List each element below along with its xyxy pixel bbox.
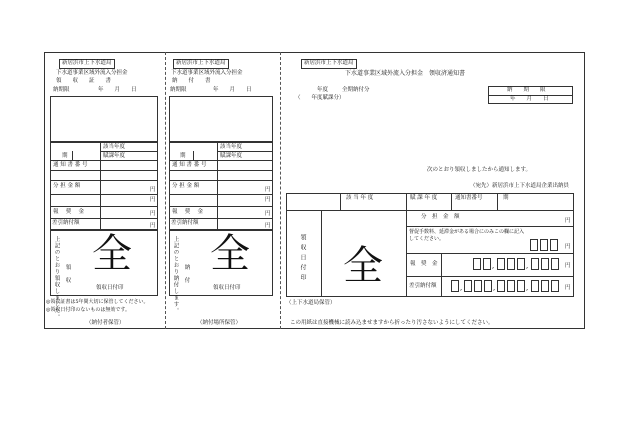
stub2-yen-2: 円 [265,197,271,203]
stub2-paid-side: 納 付 [183,264,190,284]
main-net-box[interactable] [551,280,559,292]
main-fee-box[interactable] [497,258,505,270]
stub1-yen-1: 円 [150,187,156,193]
stub1-net-label: 差引納付額 [52,220,80,226]
stub1-org-tag: 新居浜市上下水道局 [59,59,115,69]
stub2-paid-vertical: 上記のとおり納付します。 [172,236,179,314]
stub1-ki-label: 期 [62,153,68,159]
main-yen-4: 円 [565,285,571,291]
stub1-fy-label: 該当年度 [103,144,126,150]
main-digit-box[interactable] [540,239,548,251]
stub1-keep: （納付者保管） [86,320,125,326]
main-full-label: 全期納付分 [342,87,370,93]
stub1-due-label: 納期限 [53,87,70,93]
main-stamp-vertical: 領収日付印 [299,234,306,284]
stub1-note-2: ◎領収日付印のないものは無効です。 [46,307,130,313]
main-fee-box[interactable] [473,258,481,270]
main-notice-text: 次のとおり領収しましたから通知します。 [427,167,532,173]
stub1-due-ymd: 年 月 日 [98,87,137,93]
stub2-yen-1: 円 [265,187,271,193]
main-fee-box[interactable] [507,258,515,270]
perforation-2 [280,52,281,329]
main-net-label: 差引納付額 [409,283,437,289]
stub2-void-stamp: 全 [210,231,250,277]
main-addressee: （宛先）新居浜市上下水道局企業出納員 [470,183,570,189]
stub2-doc-name: 納 付 書 [172,78,211,84]
main-fee-box[interactable] [483,258,491,270]
stub1-void-stamp: 全 [92,231,132,277]
stub1-assess-label: 賦課年度 [103,153,126,159]
main-void-stamp: 全 [343,243,383,289]
main-instr-line: 督促手数料、延滞金がある場合にのみこの欄に記入してください。 [409,229,525,242]
main-net-box[interactable] [497,280,505,292]
main-yen-2: 円 [565,244,571,250]
stub1-receipt-vertical: 上記のとおり領収しました。 [53,236,60,321]
main-net-box[interactable] [451,280,459,292]
stub1-doc-name: 領 収 証 書 [56,78,112,84]
main-notice-no-label: 通知書番号 [455,195,483,201]
main-org-tag: 新居浜市上下水道局 [301,59,357,69]
stub1-address-box [50,96,158,142]
main-due-label: 納 期 限 [507,87,546,93]
perforation-1 [165,52,166,329]
stub1-yen-4: 円 [150,223,156,229]
main-fee-box[interactable] [551,258,559,270]
main-year-label: 年度 [317,87,329,93]
main-net-box[interactable] [464,280,472,292]
main-assess-paren: （ 年度賦課分） [295,95,345,101]
stub1-note-1: ◎領収証書は5年間大切に保管してください。 [46,299,149,305]
main-net-box[interactable] [474,280,482,292]
main-fee-label: 報 奨 金 [410,261,438,267]
stub2-net-label: 差引納付額 [171,220,199,226]
stub1-stamp-label: 領収日付印 [96,285,124,291]
main-footer: この用紙は直接機械に読み込ませますから折ったり汚さないようにしてください。 [290,320,494,326]
main-net-box[interactable] [531,280,539,292]
main-net-box[interactable] [541,280,549,292]
main-yen-3: 円 [565,263,571,269]
main-share-label: 分 担 金 額 [421,214,460,220]
stub1-yen-3: 円 [150,211,156,217]
main-net-comma: , [526,284,529,292]
stub2-due-ymd: 年 月 日 [213,87,252,93]
main-net-box[interactable] [507,280,515,292]
main-net-box[interactable] [484,280,492,292]
stub1-notice-no-label: 通 知 書 番 号 [53,162,88,168]
stub2-stamp-label: 領収日付印 [213,285,241,291]
stub2-yen-4: 円 [265,223,271,229]
stub1-receipt-side: 領 収 [64,264,71,284]
stub2-address-box [169,96,273,142]
stub2-share-label: 分 担 金 額 [172,183,200,189]
main-fee-box[interactable] [541,258,549,270]
main-fee-comma: , [526,262,529,270]
main-net-comma: , [460,284,463,292]
main-fee-box[interactable] [531,258,539,270]
main-net-comma: , [493,284,496,292]
stub1-share-label: 分 担 金 額 [53,183,81,189]
stub1-fee-label: 報 奨 金 [53,209,84,215]
main-due-ymd: 年 月 日 [510,96,549,102]
stub2-fee-label: 報 奨 金 [172,209,203,215]
stub2-yen-3: 円 [265,211,271,217]
stub2-due-label: 納期限 [170,87,187,93]
stub2-ki-label: 期 [180,153,186,159]
main-digit-box[interactable] [550,239,558,251]
stub2-notice-no-label: 通 知 書 番 号 [172,162,207,168]
stub1-yen-2: 円 [150,197,156,203]
main-digit-box[interactable] [530,239,538,251]
stub2-keep: （納付場所保管） [197,320,242,326]
stub2-title: 下水道事業区域外流入分担金 [171,70,243,76]
main-assess-label: 賦 課 年 度 [410,195,438,201]
main-fy-label: 該 当 年 度 [346,195,374,201]
main-yen-1: 円 [565,218,571,224]
stub2-assess-label: 賦課年度 [220,153,243,159]
main-fee-box[interactable] [517,258,525,270]
stub2-org-tag: 新居浜市上下水道局 [173,59,229,69]
stub2-fy-label: 該当年度 [220,144,243,150]
main-keep: （上下水道局保管） [286,300,336,306]
main-ki-label: 期 [503,195,509,201]
main-net-box[interactable] [517,280,525,292]
main-title: 下水道事業区域外流入分担金 領収済通知書 [345,70,466,77]
main-fee-comma: , [492,262,495,270]
stub1-title: 下水道事業区域外流入分担金 [56,70,128,76]
